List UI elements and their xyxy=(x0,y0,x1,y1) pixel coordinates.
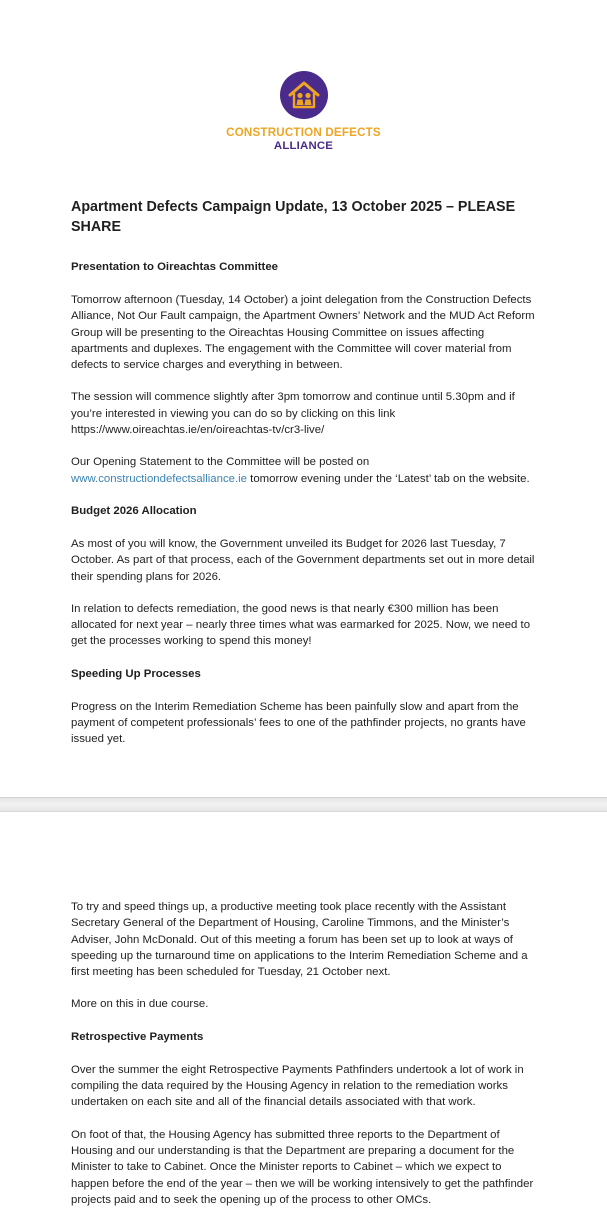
page-break xyxy=(0,797,607,812)
section-heading-retro: Retrospective Payments xyxy=(71,1030,204,1043)
paragraph: The session will commence slightly after 3pm tomorrow and continue until 5.30pm and if you’re interested in viewing you can do so by clicking on this link https://www.oireachtas.ie/en/oireachtas-tv/cr3-live/ xyxy=(71,391,515,437)
paragraph: In relation to defects remediation, the good news is that nearly €300 million has been allocated for next year – nearly three times what was earmarked for 2025. Now, we need to get the processes working to spend this money! xyxy=(71,602,531,648)
paragraph: More on this in due course. xyxy=(71,998,209,1011)
house-people-icon xyxy=(280,71,328,119)
alliance-logo xyxy=(0,71,607,152)
brand-name-line1: CONSTRUCTION DEFECTS xyxy=(226,126,381,139)
page-1-content xyxy=(71,197,539,764)
brand-name-line2: ALLIANCE xyxy=(273,140,334,152)
paragraph: Progress on the Interim Remediation Scheme has been painfully slow and apart from the payment of competent professionals’ fees to one of the pathfinder projects, no grants have issued yet. xyxy=(71,700,526,746)
paragraph xyxy=(71,454,539,487)
paragraph: On foot of that, the Housing Agency has submitted three reports to the Department of Housing and our understanding is that the Department are preparing a document for the Minister to take to Cabinet. Once the Minister reports to Cabinet – which we expect to happen before the end of the year – then we will be working intensively to get the pathfinder projects paid and to seek the opening up of the process to other OMCs. xyxy=(71,1128,534,1206)
website-link[interactable]: www.constructiondefectsalliance.ie xyxy=(71,472,248,485)
section-heading-oireachtas: Presentation to Oireachtas Committee xyxy=(71,261,278,273)
section-heading-speeding: Speeding Up Processes xyxy=(71,667,201,680)
document-title: Apartment Defects Campaign Update, 13 October 2025 – PLEASE SHARE xyxy=(71,199,516,235)
text-span: Our Opening Statement to the Committee will be posted on xyxy=(71,456,370,469)
paragraph: As most of you will know, the Government unveiled its Budget for 2026 last Tuesday, 7 October. As part of that process, each of the Government departments set out in more detail their spending plans for 2026. xyxy=(71,537,535,583)
paragraph: Over the summer the eight Retrospective Payments Pathfinders undertook a lot of work in compiling the data required by the Housing Agency in relation to the remediation works undertaken on each site and all of the financial details associated with that work. xyxy=(71,1063,524,1109)
section-heading-budget: Budget 2026 Allocation xyxy=(71,504,197,517)
paragraph: Tomorrow afternoon (Tuesday, 14 October) a joint delegation from the Construction Defects Alliance, Not Our Fault campaign, the Apartment Owners’ Network and the MUD Act Reform Group will be presenting to the Oireachtas Housing Committee on issues affecting apartments and duplexes. The engagement with the Committee will cover material from defects to service charges and everything in between. xyxy=(71,294,535,372)
document-page-2 xyxy=(0,812,607,1206)
paragraph: To try and speed things up, a productive meeting took place recently with the Assistant Secretary General of the Department of Housing, Caroline Timmons, and the Minister’s Adviser, John McDonald. Out of this meeting a forum has been set up to look at ways of speeding up the turnaround time on applications to the Interim Remediation Scheme and a first meeting has been scheduled for Tuesday, 21 October next. xyxy=(71,901,528,979)
page-2-content xyxy=(71,899,539,1224)
text-span: tomorrow evening under the ‘Latest’ tab on the website. xyxy=(247,472,530,485)
